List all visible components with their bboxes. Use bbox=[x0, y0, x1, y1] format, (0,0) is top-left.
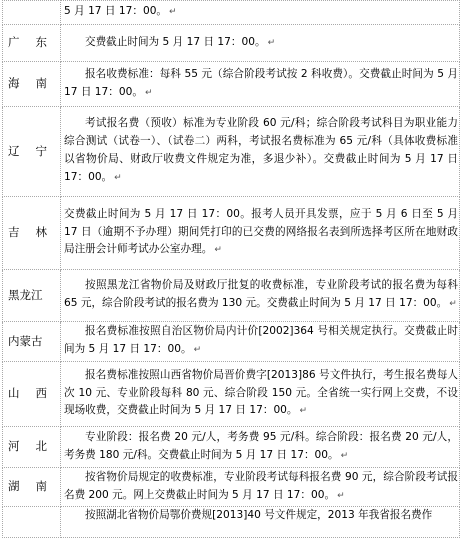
table-row bbox=[3, 1, 460, 25]
province-cell bbox=[3, 362, 61, 427]
content-cell bbox=[61, 1, 460, 25]
province-name: 辽宁 bbox=[8, 143, 63, 158]
fee-text: 报名收费标准：每科 55 元（综合阶段考试按 2 科收费）。交费截止时间为 5 月 17 日 17：00。 bbox=[64, 67, 458, 98]
fee-text: 报名费标准按照山西省物价局晋价费字[2013]86 号文件执行，考生报名费每人次 10 元、专业阶段每科 80 元、综合阶段 150 元。全省统一实行网上交费，不设现场收费，交费截止时间为 5 月 17 日 17：00。 bbox=[64, 368, 458, 417]
return-mark: ↵ bbox=[267, 37, 276, 48]
content-cell bbox=[61, 270, 460, 322]
content-cell bbox=[61, 322, 460, 362]
table-row bbox=[3, 107, 460, 197]
table-row bbox=[3, 62, 460, 107]
table-row bbox=[3, 197, 460, 270]
content-cell bbox=[61, 62, 460, 107]
return-mark: ↵ bbox=[193, 345, 202, 355]
fee-text: 5 月 17 日 17：00。 bbox=[64, 5, 168, 18]
fee-text: 按照湖北省物价局鄂价费规[2013]40 号文件规定，2013 年我省报名费作 bbox=[85, 509, 433, 521]
table-row bbox=[3, 25, 460, 62]
table-row bbox=[3, 507, 460, 538]
content-cell bbox=[61, 362, 460, 427]
province-cell bbox=[3, 25, 61, 62]
province-cell bbox=[3, 507, 61, 538]
table-row bbox=[3, 322, 460, 362]
province-cell bbox=[3, 468, 61, 507]
return-mark: ↵ bbox=[299, 406, 308, 417]
province-cell bbox=[3, 197, 61, 270]
province-name: 吉林 bbox=[8, 225, 63, 240]
province-name: 内蒙古 bbox=[8, 333, 43, 348]
province-cell bbox=[3, 322, 61, 362]
province-cell bbox=[3, 1, 61, 25]
province-cell bbox=[3, 427, 61, 468]
content-cell bbox=[61, 427, 460, 468]
fee-text: 按照黑龙江省物价局及财政厅批复的收费标准，专业阶段考试的报名费为每科 65 元，综合阶段考试的报名费为 130 元。交费截止时间为 5 月 17 日 17：00。 bbox=[64, 279, 458, 309]
province-name: 海南 bbox=[8, 76, 63, 91]
fee-text: 交费截止时间为 5 月 17 日 17：00。报考人员开具发票，应于 5 月 6 日至 5 月 17 日（逾期不予办理）期间凭打印的已交费的网络报名表到所选择考区所在地财政局注册会计师考试办公室办理。 bbox=[64, 207, 458, 256]
return-mark: ↵ bbox=[144, 87, 153, 98]
content-cell bbox=[61, 107, 460, 197]
fee-text: 按省物价局规定的收费标准，专业阶段考试每科报名费 90 元，综合阶段考试报名费 200 元。网上交费截止时间为 5 月 17 日 17：00。 bbox=[64, 470, 458, 501]
content-cell bbox=[61, 507, 460, 538]
table-row bbox=[3, 468, 460, 507]
province-name: 湖南 bbox=[8, 479, 63, 494]
table-row bbox=[3, 270, 460, 322]
return-mark: ↵ bbox=[169, 7, 177, 18]
return-mark: ↵ bbox=[340, 450, 349, 461]
province-name: 山西 bbox=[8, 386, 63, 401]
province-cell bbox=[3, 107, 61, 197]
fee-text: 考试报名费（预收）标准为专业阶段 60 元/科；综合阶段考试科目为职业能力综合测试（试卷一）、（试卷二）两科，考试报名费标准为 65 元/科（具体收费标准以省物价局、财政厅收费文件规定为准，多退少补）。交费截止时间为 5 月 17 日 17：00。 bbox=[64, 117, 458, 183]
content-cell bbox=[61, 25, 460, 62]
return-mark: ↵ bbox=[214, 245, 222, 256]
content-cell bbox=[61, 197, 460, 270]
fee-table bbox=[2, 0, 460, 538]
table-row bbox=[3, 427, 460, 468]
fee-text: 专业阶段：报名费 20 元/人，考务费 95 元/科。综合阶段：报名费 20 元/人，考务费 180 元/科。交费截止时间为 5 月 17 日 17：00。 bbox=[64, 430, 458, 461]
fee-text: 报名费标准按照自治区物价局内计价[2002]364 号相关规定执行。交费截止时间为 5 月 17 日 17：00。 bbox=[64, 325, 458, 355]
table-row bbox=[3, 362, 460, 427]
province-name: 河北 bbox=[8, 439, 63, 454]
fee-text: 交费截止时间为 5 月 17 日 17：00。 bbox=[85, 35, 266, 48]
province-name: 黑龙江 bbox=[8, 287, 43, 302]
province-cell bbox=[3, 62, 61, 107]
return-mark: ↵ bbox=[449, 299, 457, 309]
province-cell bbox=[3, 270, 61, 322]
province-name: 广东 bbox=[8, 35, 63, 50]
return-mark: ↵ bbox=[114, 172, 122, 183]
return-mark: ↵ bbox=[337, 490, 345, 501]
content-cell bbox=[61, 468, 460, 507]
